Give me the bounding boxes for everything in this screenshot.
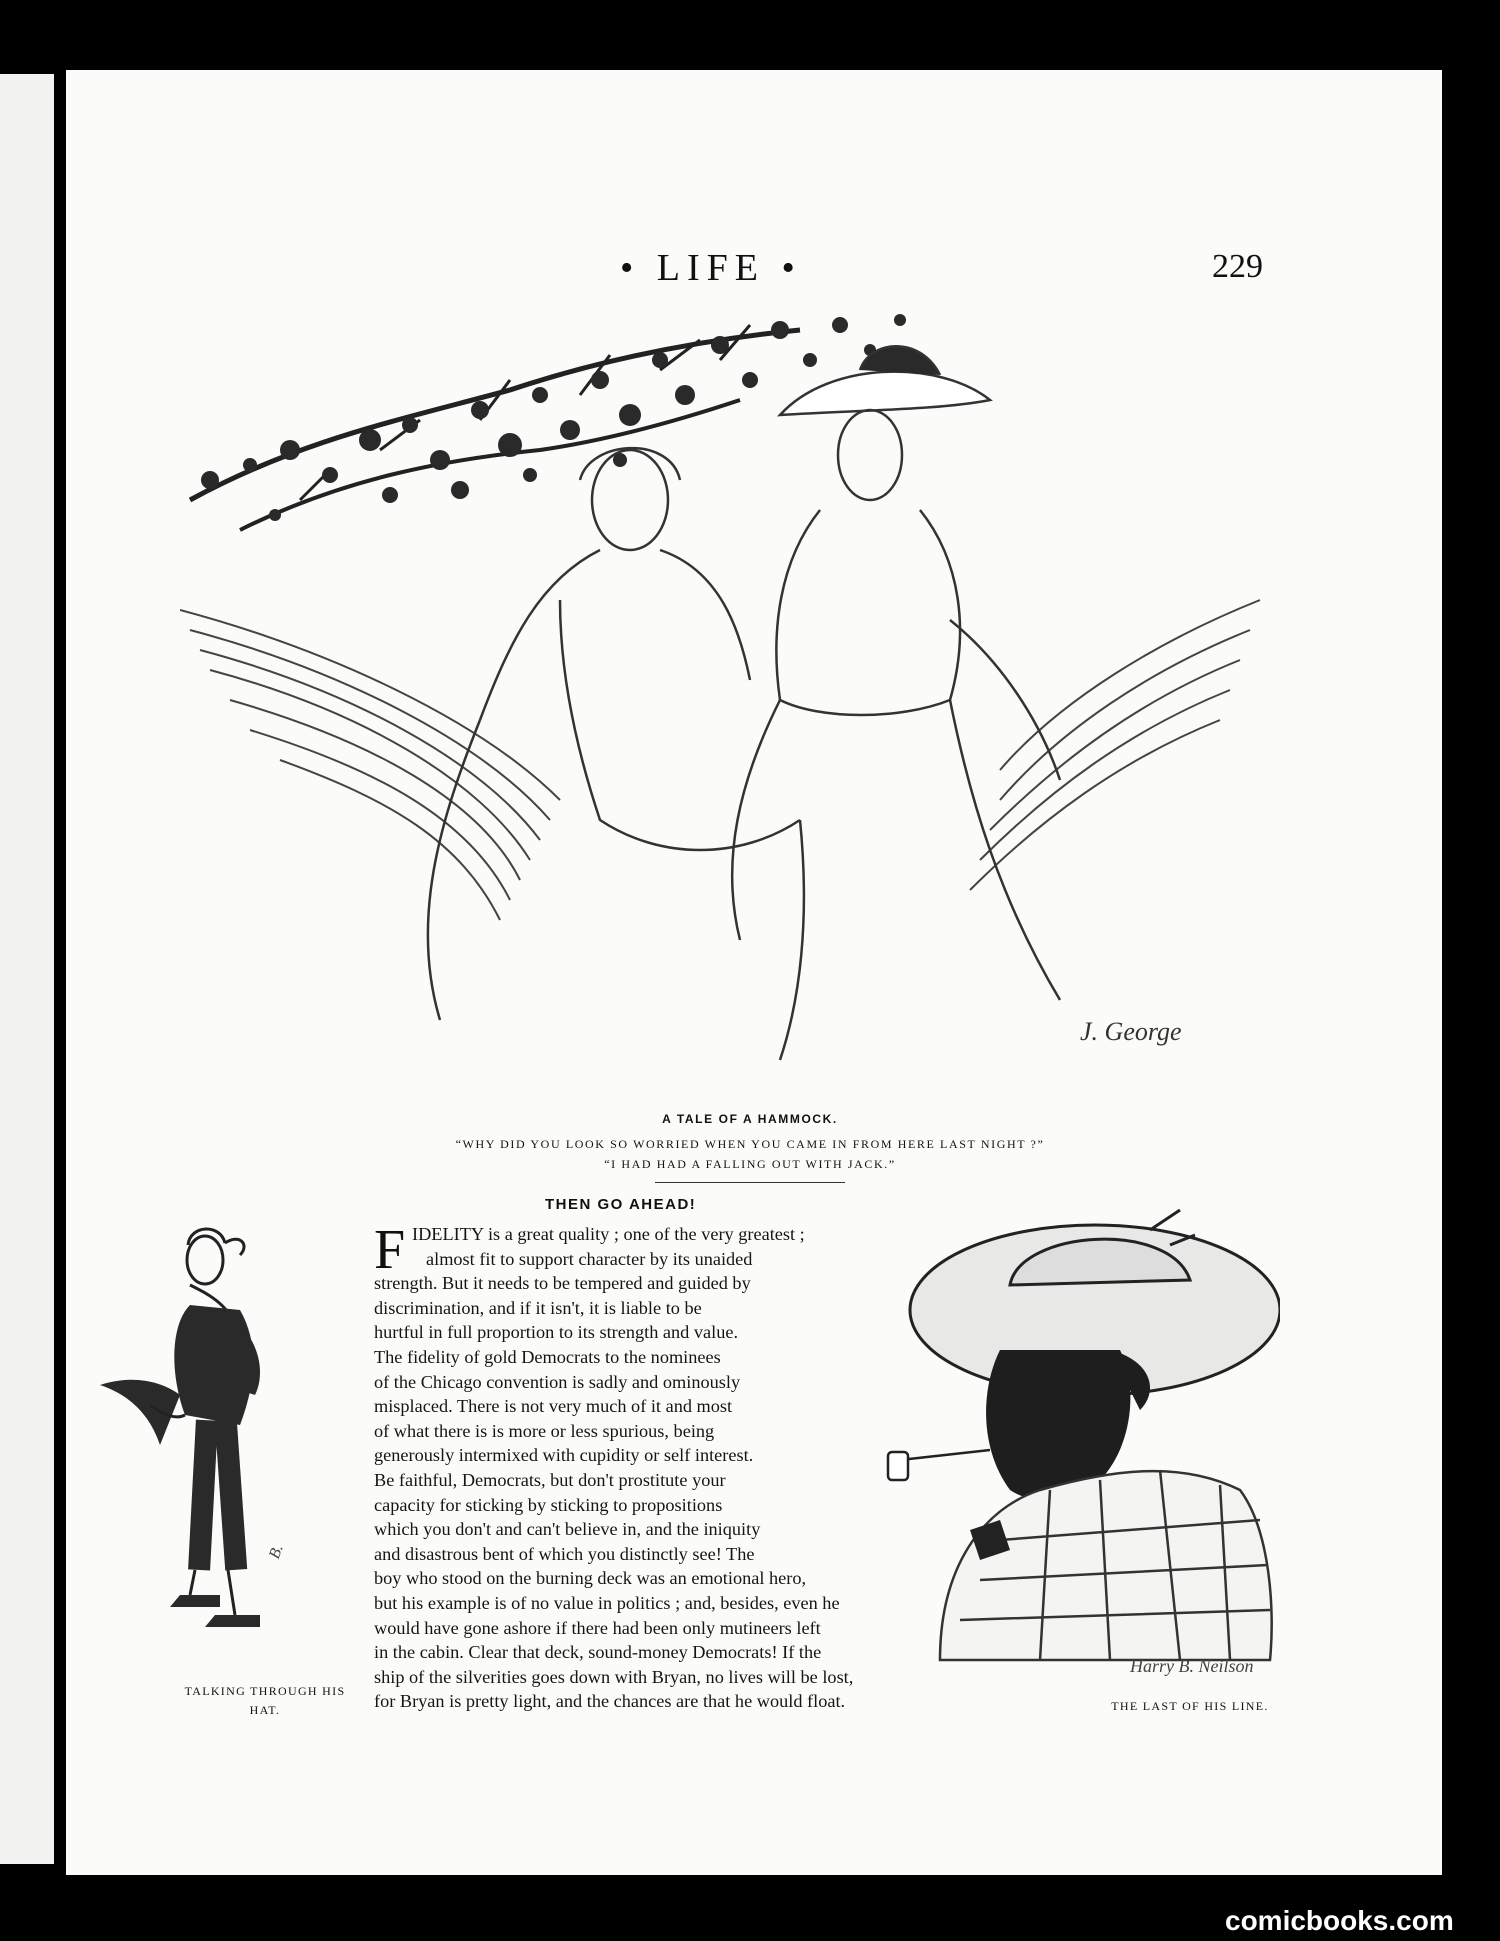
left-caption-line1: TALKING THROUGH HIS [184,1684,346,1698]
pipe [888,1450,990,1480]
article-line: misplaced. There is not very much of it and most [374,1396,733,1417]
foliage [190,325,800,530]
article-line: discrimination, and if it isn't, it is liable to be [374,1297,702,1318]
hammock-illustration [180,300,1280,1090]
plaid-coat [940,1470,1272,1660]
hammock-caption-answer: “I HAD HAD A FALLING OUT WITH JACK.” [604,1157,896,1171]
right-cartoon-caption: THE LAST OF HIS LINE. [1111,1699,1269,1713]
hammock-caption-title: A TALE OF A HAMMOCK. [662,1112,838,1126]
caption-divider [655,1182,845,1183]
woman-right [732,346,1060,1000]
article-line: and disastrous bent of which you distinctly see! The [374,1543,755,1564]
hammock-signature: J. George [1080,1017,1182,1046]
article-line: The fidelity of gold Democrats to the nominees [374,1346,721,1367]
article-line: but his example is of no value in politics ; and, besides, even he [374,1592,840,1613]
article-line: strength. But it needs to be tempered and guided by [374,1273,751,1294]
article-line: for Bryan is pretty light, and the chances are that he would float. [374,1691,846,1712]
magazine-title: • LIFE • [620,247,802,289]
article-line: IDELITY is a great quality ; one of the very greatest ; [412,1224,805,1244]
article-line: almost fit to support character by its unaided [426,1248,753,1269]
article-line: capacity for sticking by sticking to propositions [374,1494,723,1515]
article-line: boy who stood on the burning deck was an emotional hero, [374,1568,807,1589]
left-caption-line2: HAT. [249,1703,281,1717]
man-with-umbrella-illustration [90,1215,370,1685]
hammock-netting [180,600,1260,920]
left-cartoon-caption [155,1682,375,1720]
leaves [201,314,906,521]
watermark: comicbooks.com [1225,1905,1454,1936]
bison-signature: Harry B. Neilson [1130,1656,1254,1676]
article-line: of the Chicago convention is sadly and ominously [374,1371,741,1392]
bison-in-hat-illustration [880,1190,1280,1680]
article-title: THEN GO AHEAD! [545,1196,697,1213]
article-line: which you don't and can't believe in, and the iniquity [374,1519,761,1540]
article-line: would have gone ashore if there had been only mutineers left [374,1617,821,1638]
hammock-caption-question: “WHY DID YOU LOOK SO WORRIED WHEN YOU CAME IN FROM HERE LAST NIGHT ?” [455,1137,1045,1151]
article-drop-cap: F [374,1219,406,1281]
article-line: in the cabin. Clear that deck, sound-money Democrats! If the [374,1642,822,1663]
article-line: Be faithful, Democrats, but don't prostitute your [374,1469,726,1490]
svg-text:B.: B. [266,1542,287,1562]
article-line: hurtful in full proportion to its strength and value. [374,1322,739,1343]
article-line: generously intermixed with cupidity or self interest. [374,1445,754,1466]
previous-page-edge [0,74,54,1864]
article-line: of what there is is more or less spurious, being [374,1420,715,1441]
page-number: 229 [1212,248,1263,285]
woman-left [428,448,804,1060]
article-line: ship of the silverities goes down with Bryan, no lives will be lost, [374,1666,854,1687]
